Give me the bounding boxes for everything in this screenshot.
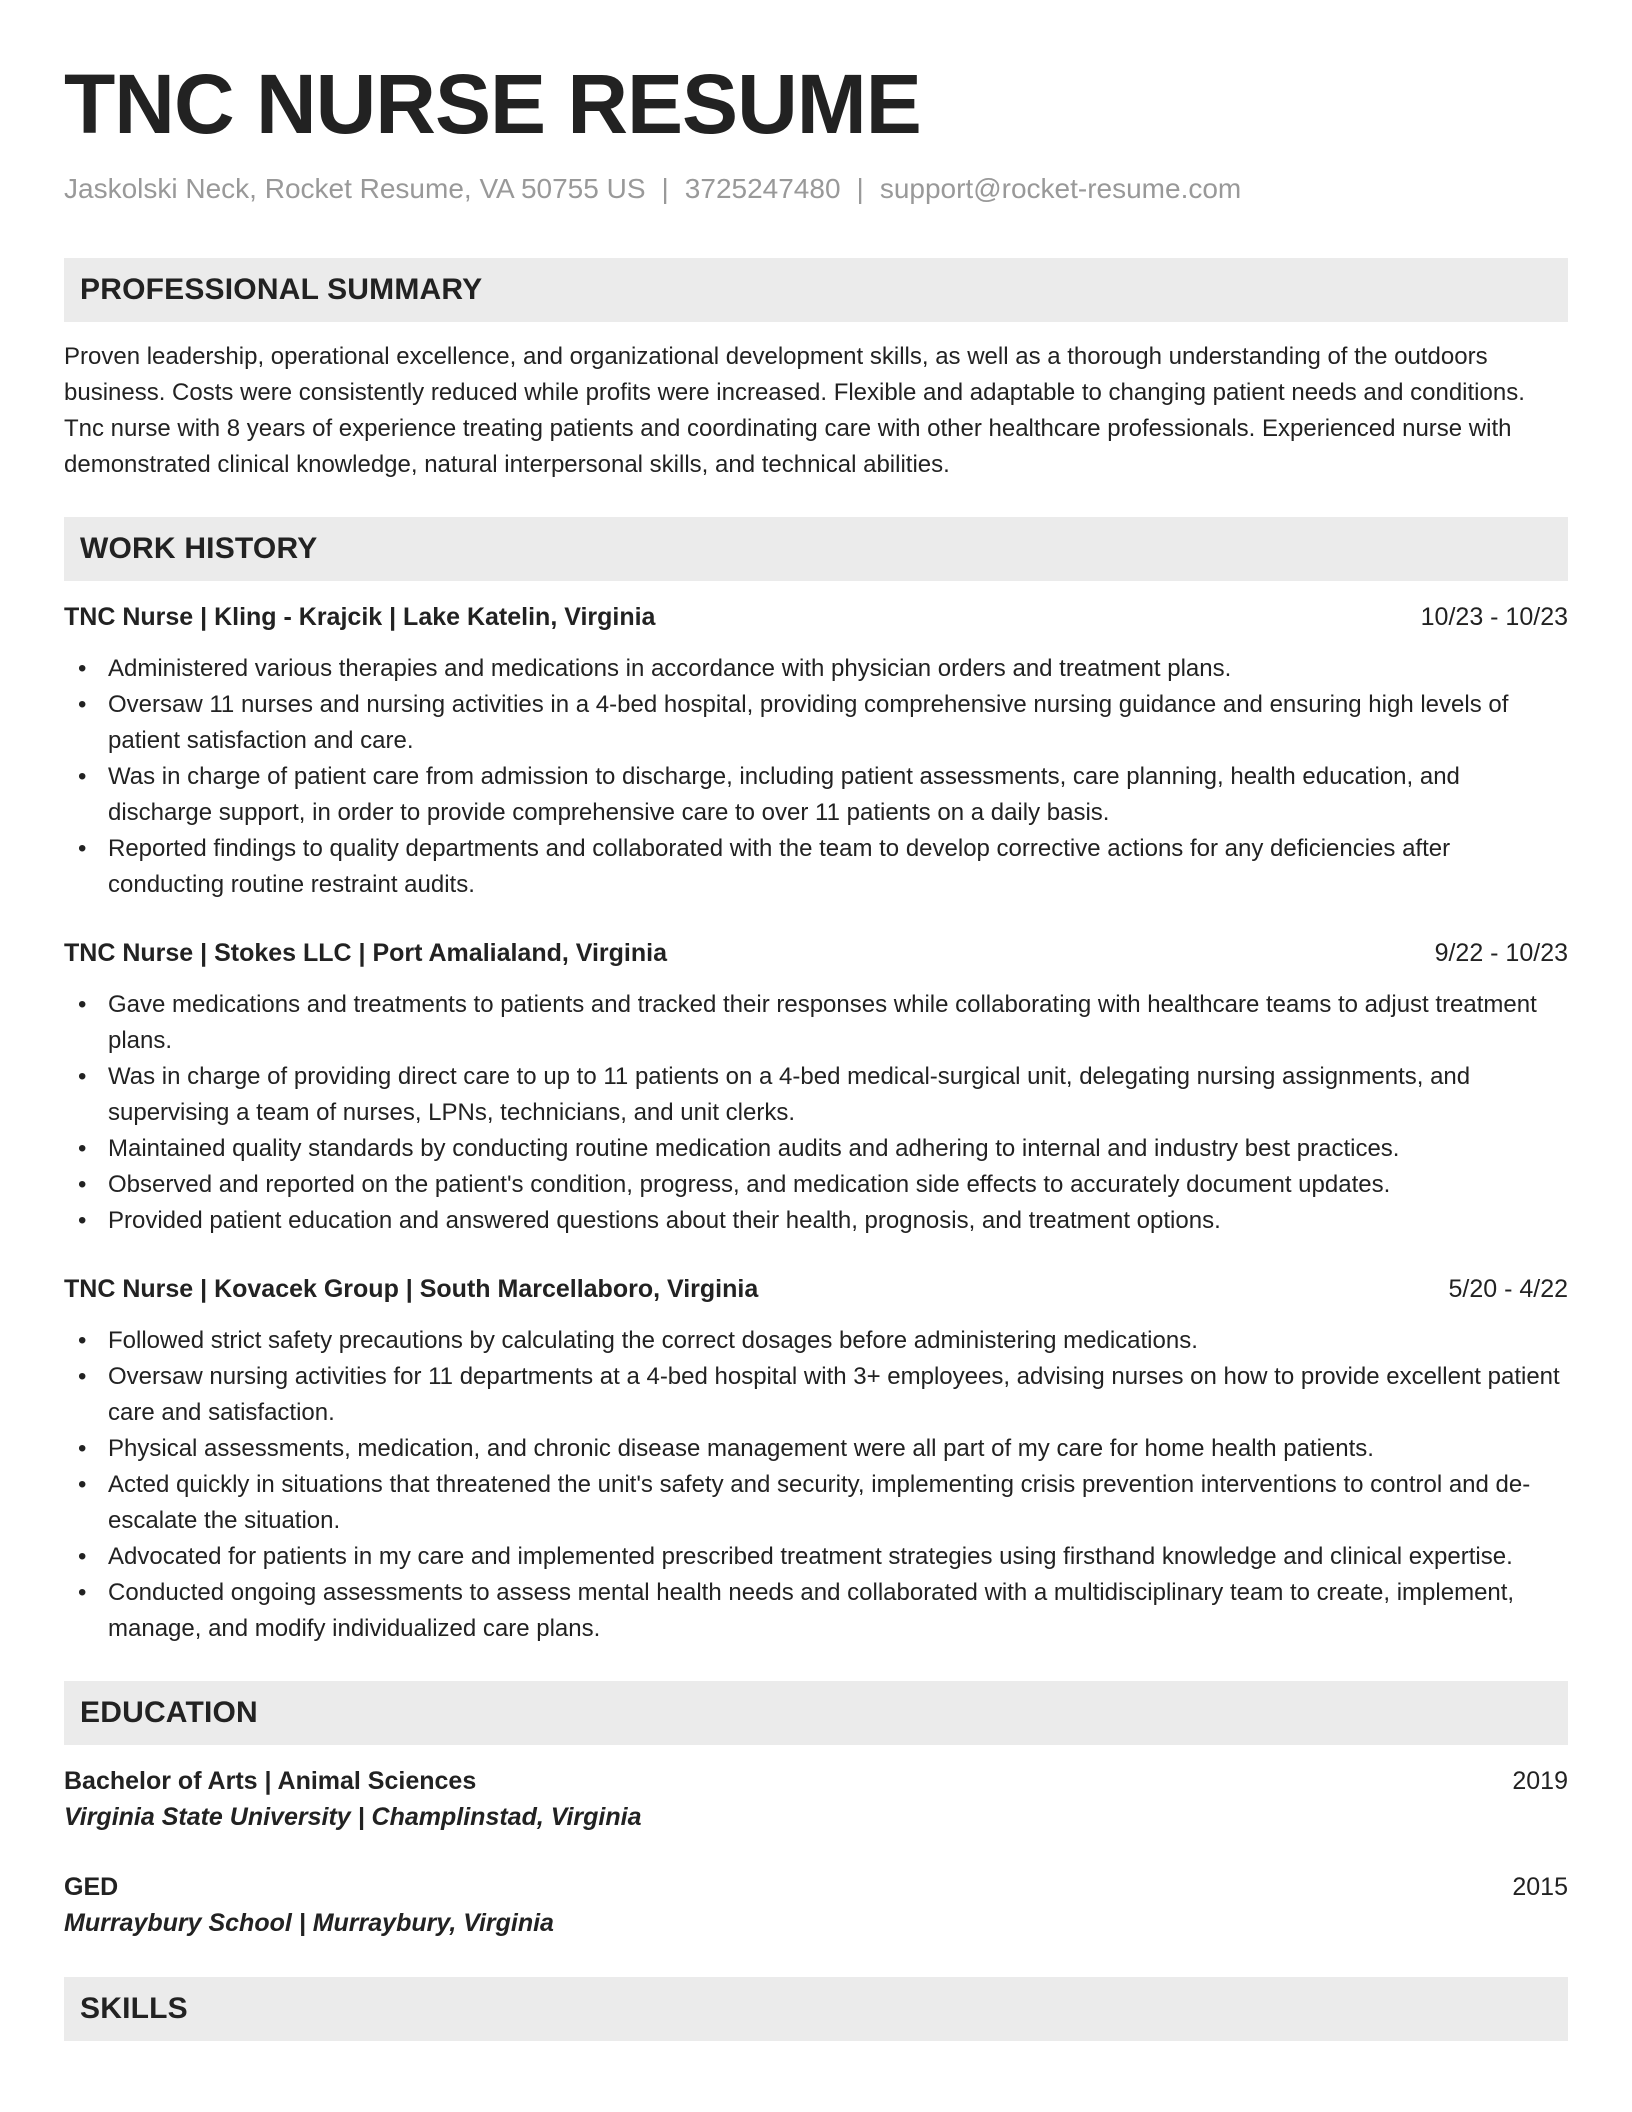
education-header (64, 1869, 1568, 1905)
skills-section-header (64, 1977, 1568, 2041)
contact-phone: 3725247480 (684, 173, 841, 204)
job-dates: 9/22 - 10/23 (1434, 938, 1568, 967)
job-bullet: • Conducted ongoing assessments to assess mental health needs and collaborated with a multidisciplinary team to create, implement, manage, and modify individualized care plans. (64, 1575, 1568, 1647)
job-bullet: • Administered various therapies and medications in accordance with physician orders and treatment plans. (64, 651, 1568, 687)
job-bullet: • Reported findings to quality departments and collaborated with the team to develop corrective actions for any deficiencies after conducting routine restraint audits. (64, 831, 1568, 903)
contact-email: support@rocket-resume.com (879, 173, 1242, 204)
job-entry (64, 935, 1568, 1239)
job-header (64, 599, 1568, 635)
job-header (64, 1271, 1568, 1307)
contact-separator: | (661, 173, 669, 204)
job-bullet: • Provided patient education and answered questions about their health, prognosis, and treatment options. (64, 1203, 1568, 1239)
job-bullet: • Acted quickly in situations that threatened the unit's safety and security, implementing crisis prevention interventions to control and de-escalate the situation. (64, 1467, 1568, 1539)
job-bullet: • Advocated for patients in my care and implemented prescribed treatment strategies using firsthand knowledge and clinical expertise. (64, 1539, 1568, 1575)
education-entry (64, 1763, 1568, 1835)
education-degree: GED (64, 1872, 119, 1901)
job-bullet: • Oversaw nursing activities for 11 departments at a 4-bed hospital with 3+ employees, advising nurses on how to provide excellent patient care and satisfaction. (64, 1359, 1568, 1431)
education-header (64, 1763, 1568, 1799)
contact-separator: | (856, 173, 864, 204)
job-bullet: • Was in charge of patient care from admission to discharge, including patient assessments, care planning, health education, and discharge support, in order to provide comprehensive care to over 11 patients on a daily basis. (64, 759, 1568, 831)
education-year: 2015 (1512, 1872, 1568, 1901)
job-header (64, 935, 1568, 971)
summary-section-header (64, 258, 1568, 322)
education-school: Murraybury School | Murraybury, Virginia (64, 1908, 554, 1937)
work-section-header (64, 517, 1568, 581)
job-bullet: • Followed strict safety precautions by calculating the correct dosages before administering medications. (64, 1323, 1568, 1359)
education-section-header (64, 1681, 1568, 1745)
summary-heading: PROFESSIONAL SUMMARY (80, 272, 483, 306)
education-year: 2019 (1512, 1766, 1568, 1795)
job-entry (64, 1271, 1568, 1647)
job-bullet: • Was in charge of providing direct care to up to 11 patients on a 4-bed medical-surgical unit, delegating nursing assignments, and supervising a team of nurses, LPNs, technicians, and unit clerks. (64, 1059, 1568, 1131)
education-degree: Bachelor of Arts | Animal Sciences (64, 1766, 477, 1795)
job-bullet: • Oversaw 11 nurses and nursing activities in a 4-bed hospital, providing comprehensive nursing guidance and ensuring high levels of patient satisfaction and care. (64, 687, 1568, 759)
education-heading: EDUCATION (80, 1695, 258, 1729)
job-dates: 5/20 - 4/22 (1448, 1274, 1568, 1303)
job-title: TNC Nurse | Kovacek Group | South Marcellaboro, Virginia (64, 1274, 759, 1303)
job-bullets (64, 987, 1568, 1239)
job-bullet: • Observed and reported on the patient's condition, progress, and medication side effects to accurately document updates. (64, 1167, 1568, 1203)
education-school: Virginia State University | Champlinstad, Virginia (64, 1802, 642, 1831)
job-bullet: • Maintained quality standards by conducting routine medication audits and adhering to internal and industry best practices. (64, 1131, 1568, 1167)
job-bullet: • Gave medications and treatments to patients and tracked their responses while collaborating with healthcare teams to adjust treatment plans. (64, 987, 1568, 1059)
page-title: TNC NURSE RESUME (64, 57, 921, 151)
job-title: TNC Nurse | Stokes LLC | Port Amalialand, Virginia (64, 938, 668, 967)
job-title: TNC Nurse | Kling - Krajcik | Lake Katelin, Virginia (64, 602, 656, 631)
contact-address: Jaskolski Neck, Rocket Resume, VA 50755 US (64, 173, 646, 204)
skills-heading: SKILLS (80, 1991, 188, 2025)
contact-line (64, 172, 1568, 206)
job-bullet: • Physical assessments, medication, and chronic disease management were all part of my care for home health patients. (64, 1431, 1568, 1467)
summary-text: Proven leadership, operational excellence, and organizational development skills, as well as a thorough understanding of the outdoors business. Costs were consistently reduced while profits were increased. Flexible and adaptable to changing patient needs and conditions. Tnc nurse with 8 years of experience treating patients and coordinating care with other healthcare professionals. Experienced nurse with demonstrated clinical knowledge, natural interpersonal skills, and technical abilities. (64, 342, 1525, 478)
job-entry (64, 599, 1568, 903)
job-dates: 10/23 - 10/23 (1420, 602, 1568, 631)
education-entry (64, 1869, 1568, 1941)
job-bullets (64, 651, 1568, 903)
job-bullets (64, 1323, 1568, 1647)
work-heading: WORK HISTORY (80, 531, 318, 565)
